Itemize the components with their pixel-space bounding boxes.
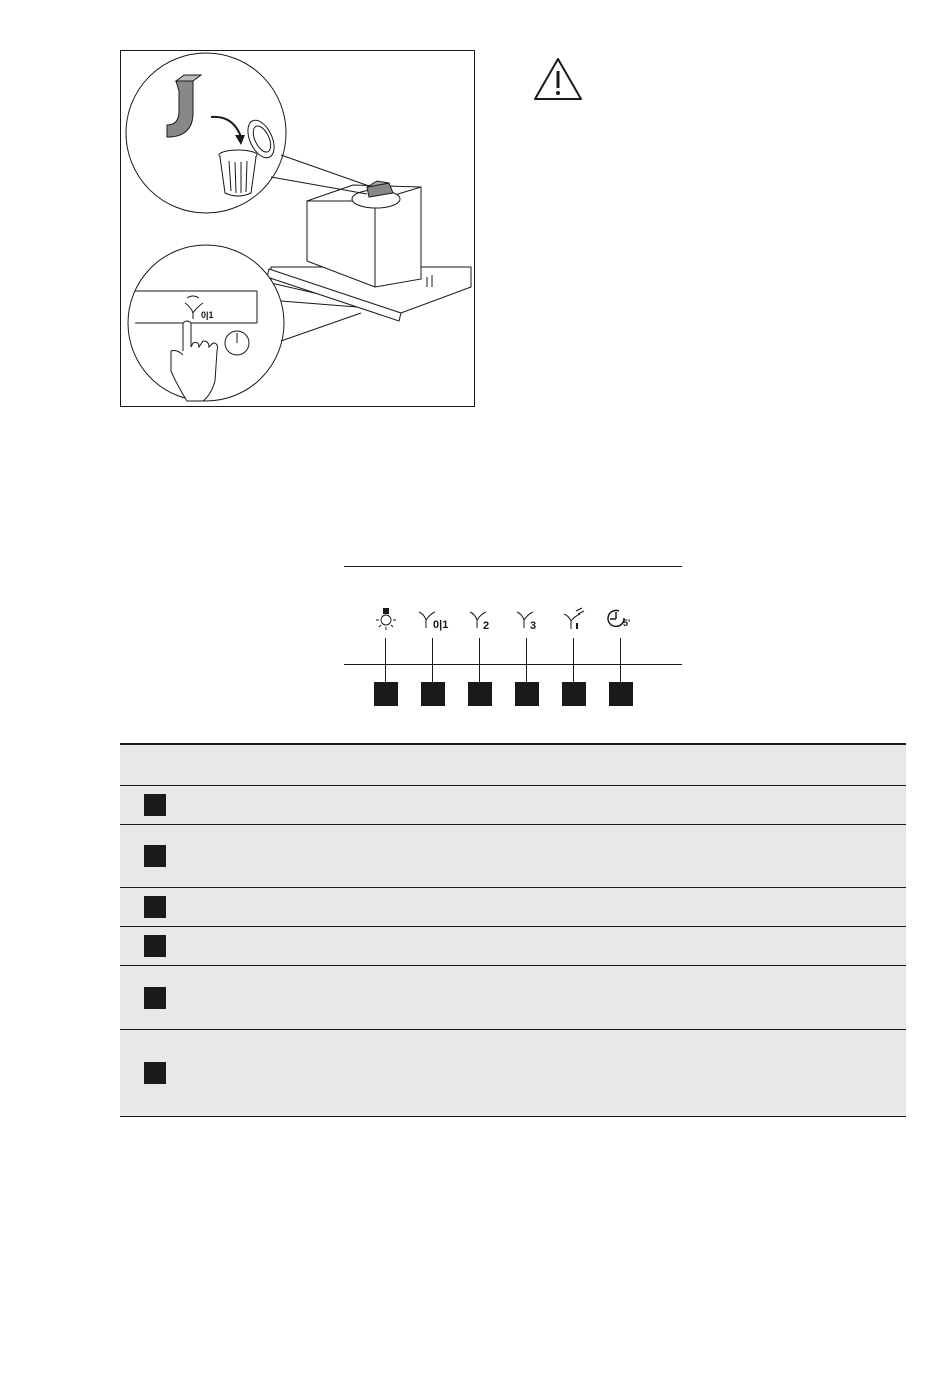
fan-speed-2-button[interactable]	[460, 606, 500, 706]
fan-icon	[509, 606, 545, 632]
control-panel-legend-table	[120, 743, 906, 1117]
leader-line	[432, 638, 433, 682]
table-row	[120, 927, 906, 966]
row-marker	[144, 794, 166, 816]
leader-line	[620, 638, 621, 682]
waste-bin-icon	[219, 150, 257, 196]
fan-on-off-button[interactable]	[413, 606, 453, 706]
svg-text:3: 3	[530, 620, 537, 632]
light-button[interactable]	[366, 606, 406, 706]
row-marker	[144, 935, 166, 957]
fan-boost-button[interactable]	[554, 606, 594, 706]
fan-speed-3-button[interactable]	[507, 606, 547, 706]
filter-replacement-illustration	[120, 50, 475, 407]
table-row	[120, 825, 906, 888]
illustration-drawing	[121, 51, 476, 408]
timer-icon	[603, 606, 639, 632]
callout-marker	[468, 682, 492, 706]
callout-marker	[515, 682, 539, 706]
leader-line	[526, 638, 527, 682]
callout-marker	[562, 682, 586, 706]
table-row	[120, 888, 906, 927]
row-marker	[144, 987, 166, 1009]
light-icon	[368, 606, 404, 632]
callout-marker	[421, 682, 445, 706]
table-header	[120, 745, 906, 786]
svg-text:5': 5'	[623, 618, 631, 628]
fan-icon	[462, 606, 498, 632]
timer-button[interactable]	[601, 606, 641, 706]
leader-line	[479, 638, 480, 682]
table-row	[120, 966, 906, 1030]
row-marker	[144, 845, 166, 867]
table-row	[120, 1030, 906, 1117]
callout-marker	[609, 682, 633, 706]
warning-triangle-icon	[533, 57, 583, 101]
control-panel-diagram	[344, 566, 684, 716]
panel-label: 0|1	[201, 310, 214, 320]
leader-line	[385, 638, 386, 682]
svg-text:2: 2	[483, 620, 490, 632]
row-marker	[144, 1062, 166, 1084]
fan-icon	[415, 606, 451, 632]
fan-boost-icon	[556, 606, 592, 632]
leader-line	[573, 638, 574, 682]
callout-marker	[374, 682, 398, 706]
svg-text:0|1: 0|1	[433, 619, 449, 631]
table-row	[120, 786, 906, 825]
row-marker	[144, 896, 166, 918]
panel-top-line	[344, 566, 682, 567]
